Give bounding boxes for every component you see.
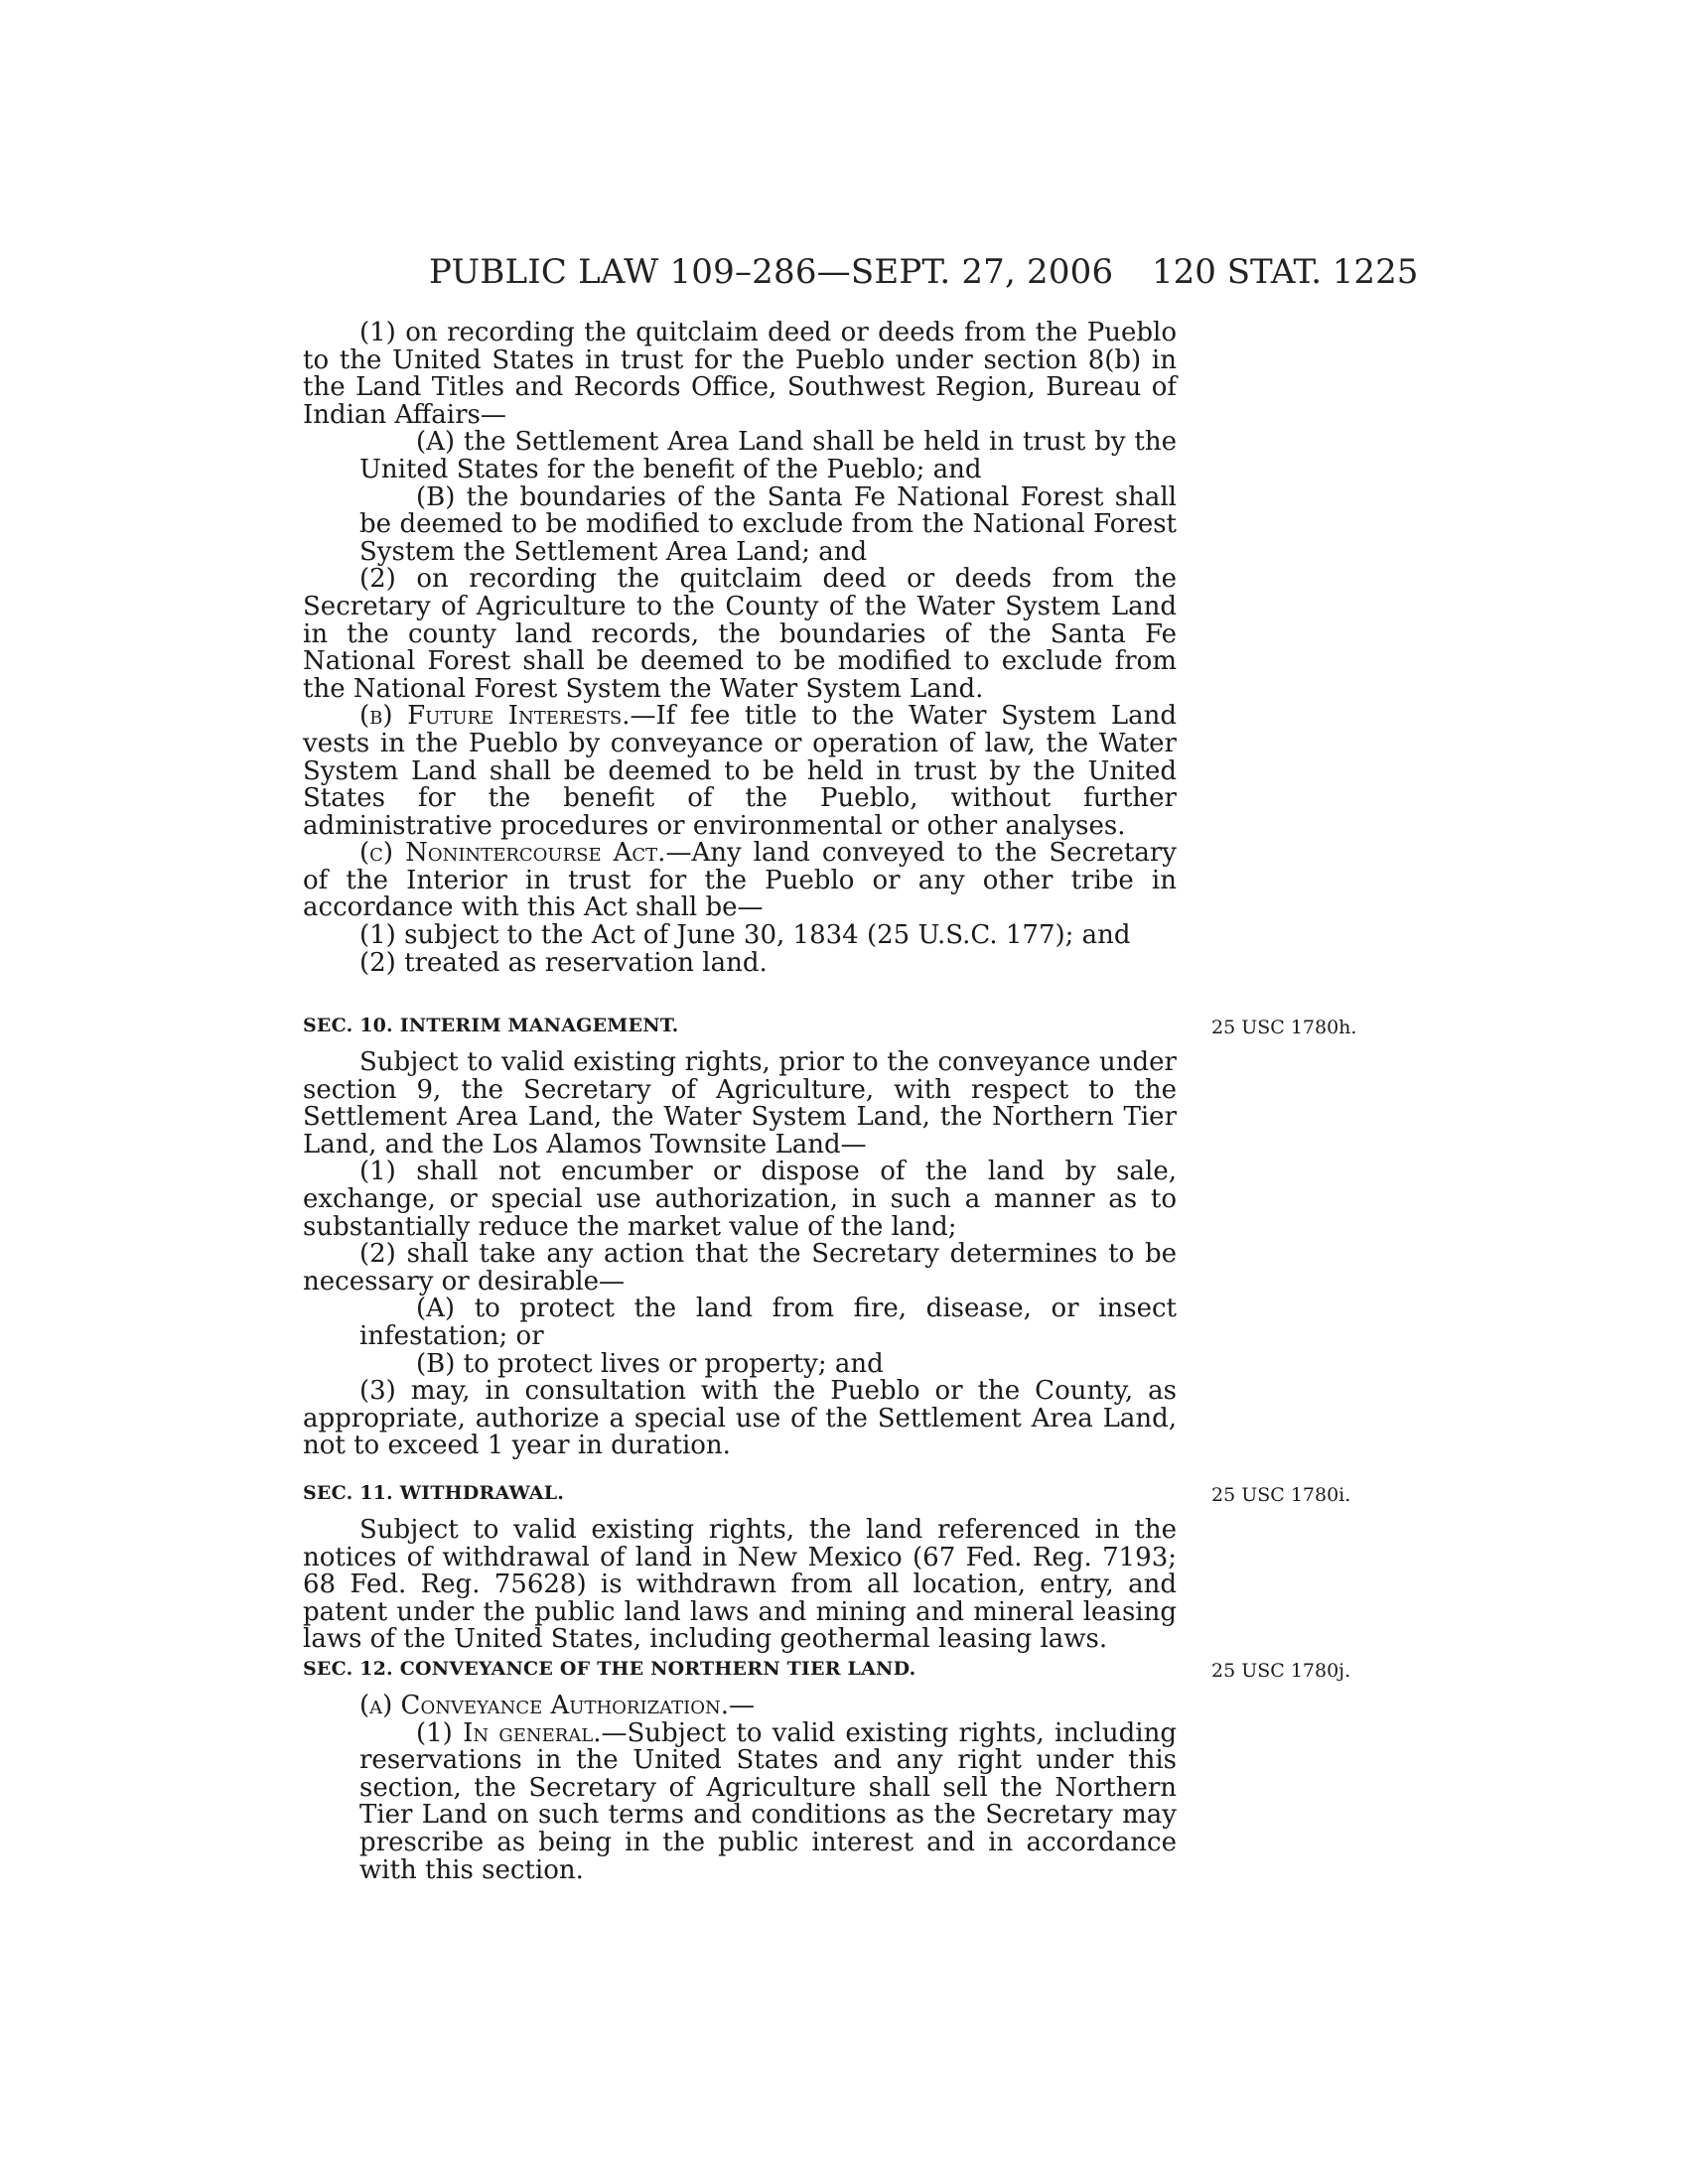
section-12-margin-citation: 25 USC 1780j. xyxy=(1211,1660,1351,1682)
subparagraph-B: (B) the boundaries of the Santa Fe National Forest shall be deemed to be modified to exclude from the National Forest System the Settlement Area Land; and xyxy=(359,481,1178,567)
subsection-c-paragraph-1: (1) subject to the Act of June 30, 1834 (25 U.S.C. 177); and xyxy=(359,920,1131,951)
paragraph-1: (1) on recording the quitclaim deed or deeds from the Pueblo to the United States in trust for the Pueblo under section 8(b) in the Land Titles and Records Office, Southwest Region, Bureau of Indian Affairs— xyxy=(303,318,1178,430)
section-10-paragraph-1: (1) shall not encumber or dispose of the land by sale, exchange, or special use authorization, in such a manner as to substantially reduce the market value of the land; xyxy=(303,1157,1177,1242)
section-12-heading: SEC. 12. CONVEYANCE OF THE NORTHERN TIER LAND. xyxy=(303,1658,916,1680)
subsection-c-heading: (c) Nonintercourse Act. xyxy=(359,838,666,869)
section-11-margin-citation: 25 USC 1780i. xyxy=(1211,1484,1351,1506)
running-header-title: PUBLIC LAW 109–286—SEPT. 27, 2006 xyxy=(429,252,1114,292)
subsection-c-paragraph-2: (2) treated as reservation land. xyxy=(359,947,768,978)
section-12-subsection-a: (a) Conveyance Authorization.— xyxy=(359,1691,755,1720)
section-11-body xyxy=(303,1517,1177,1654)
section-10-paragraph-2: (2) shall take any action that the Secretary determines to be necessary or desirable— xyxy=(303,1239,1177,1297)
section-12-paragraph-1: (1) In general.—Subject to valid existing rights, including reservations in the United States and any right under this section, the Secretary of Agriculture shall sell the Northern Tier Land on such terms and conditions as the Secretary may prescribe as being in the public interest and in accordance with this section. xyxy=(359,1717,1177,1885)
section-10-heading: SEC. 10. INTERIM MANAGEMENT. xyxy=(303,1015,679,1036)
section-10-subparagraph-A: (A) to protect the land from fire, disease, or insect infestation; or xyxy=(359,1294,1177,1351)
subsection-b-heading: (b) Future Interests. xyxy=(359,701,631,732)
section-10-margin-citation: 25 USC 1780h. xyxy=(1211,1017,1357,1038)
section-12-paragraph-1-heading: (1) In general. xyxy=(416,1717,602,1748)
subsection-c-nonintercourse-act: (c) Nonintercourse Act.—Any land conveyed to the Secretary of the Interior in trust for the Pueblo or any other tribe in accordance with this Act shall be— xyxy=(303,838,1177,923)
section-12-subsection-a-heading: (a) Conveyance Authorization. xyxy=(359,1691,729,1720)
subparagraph-A: (A) the Settlement Area Land shall be held in trust by the United States for the benefit of the Pueblo; and xyxy=(359,427,1177,484)
running-header-page-number: 120 STAT. 1225 xyxy=(1152,252,1419,292)
section-11-text: Subject to valid existing rights, the land referenced in the notices of withdrawal of land in New Mexico (67 Fed. Reg. 7193; 68 Fed. Reg. 75628) is withdrawn from all location, entry, and patent under the public land laws and mining and mineral leasing laws of the United States, including geothermal leasing laws. xyxy=(303,1515,1177,1655)
section-10-intro: Subject to valid existing rights, prior to the conveyance under section 9, the Secretary of Agriculture, with respect to the Settlement Area Land, the Water System Land, the Northern Tier Land, and the Los Alamos Townsite Land— xyxy=(303,1047,1177,1160)
section-9-continuation xyxy=(303,320,1177,977)
section-12-body xyxy=(303,1693,1177,1884)
section-10-subparagraph-B: (B) to protect lives or property; and xyxy=(416,1348,884,1379)
section-10-body xyxy=(303,1049,1177,1460)
subsection-b-future-interests: (b) Future Interests.—If fee title to the Water System Land vests in the Pueblo by conveyance or operation of law, the Water System Land shall be deemed to be held in trust by the United States for the benefit of the Pueblo, without further administrative procedures or environmental or other analyses. xyxy=(303,701,1177,841)
paragraph-2: (2) on recording the quitclaim deed or deeds from the Secretary of Agriculture to the County of the Water System Land in the county land records, the boundaries of the Santa Fe National Forest shall be deemed to be modified to exclude from the National Forest System the Water System Land. xyxy=(303,564,1177,704)
section-10-paragraph-3: (3) may, in consultation with the Pueblo or the County, as appropriate, authorize a special use of the Settlement Area Land, not to exceed 1 year in duration. xyxy=(303,1376,1177,1461)
section-11-heading: SEC. 11. WITHDRAWAL. xyxy=(303,1482,565,1504)
